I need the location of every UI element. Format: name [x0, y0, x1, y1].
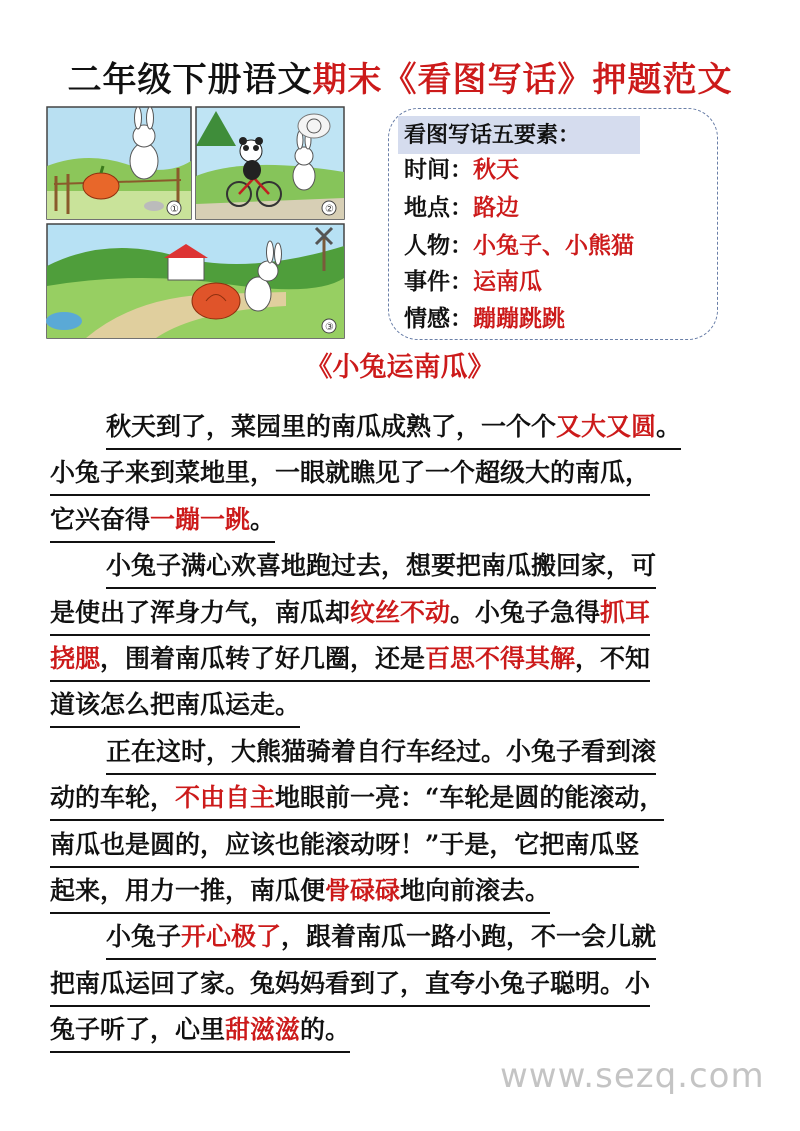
- story-line: 南瓜也是圆的，应该也能滚动呀！”于是，它把南瓜竖: [50, 822, 755, 868]
- element-row-event: [404, 264, 542, 300]
- element-row-time: [404, 152, 519, 188]
- element-row-place: [404, 190, 519, 226]
- story-line: 小兔子满心欢喜地跑过去，想要把南瓜搬回家，可: [50, 543, 755, 589]
- highlight-phrase: 百思不得其解: [425, 643, 576, 673]
- highlight-phrase: 抓耳: [600, 597, 651, 627]
- story-body: [50, 404, 755, 1053]
- highlight-phrase: 甜滋滋: [225, 1015, 301, 1045]
- element-value: 蹦蹦跳跳: [473, 305, 565, 332]
- story-line: 小兔子开心极了，跟着南瓜一路小跑，不一会儿就: [50, 914, 755, 960]
- story-line: 正在这时，大熊猫骑着自行车经过。小兔子看到滚: [50, 729, 755, 775]
- element-value: 小兔子、小熊猫: [473, 232, 634, 259]
- five-elements-heading: 看图写话五要素：: [398, 116, 640, 154]
- element-value: 秋天: [473, 156, 519, 183]
- highlight-phrase: 一蹦一跳: [150, 504, 251, 534]
- watermark: www.sezq.com: [500, 1056, 765, 1096]
- story-illustration: [46, 106, 346, 340]
- story-line: 动的车轮，不由自主地眼前一亮：“车轮是圆的能滚动，: [50, 775, 755, 821]
- highlight-phrase: 骨碌碌: [325, 875, 401, 905]
- story-line: 起来，用力一推，南瓜便骨碌碌地向前滚去。: [50, 868, 755, 914]
- story-line: 小兔子来到菜地里，一眼就瞧见了一个超级大的南瓜，: [50, 450, 755, 496]
- page-title: [0, 56, 800, 104]
- story-picture: [46, 106, 346, 340]
- highlight-phrase: 挠腮: [50, 643, 101, 673]
- panel-2: [196, 107, 344, 219]
- element-label: 人物：: [404, 232, 473, 259]
- story-title: 《小兔运南瓜》: [305, 352, 495, 383]
- highlight-phrase: 开心极了: [181, 922, 282, 952]
- element-label: 事件：: [404, 268, 473, 295]
- element-row-emotion: [404, 301, 565, 337]
- panel-3: [46, 224, 344, 338]
- story-line: 挠腮，围着南瓜转了好几圈，还是百思不得其解，不知: [50, 636, 755, 682]
- story-line: 秋天到了，菜园里的南瓜成熟了，一个个又大又圆。: [50, 404, 755, 450]
- story-line: 它兴奋得一蹦一跳。: [50, 497, 755, 543]
- element-row-characters: [404, 228, 634, 264]
- title-topic: 期末《看图写话》押题范文: [312, 60, 733, 100]
- element-value: 路边: [473, 194, 519, 221]
- highlight-phrase: 纹丝不动: [350, 597, 451, 627]
- highlight-phrase: 不由自主: [175, 783, 276, 813]
- story-line: 把南瓜运回了家。兔妈妈看到了，直夸小兔子聪明。小: [50, 961, 755, 1007]
- element-label: 地点：: [404, 194, 473, 221]
- element-label: 情感：: [404, 305, 473, 332]
- element-value: 运南瓜: [473, 268, 542, 295]
- story-line: 兔子听了，心里甜滋滋的。: [50, 1007, 755, 1053]
- story-line: 道该怎么把南瓜运走。: [50, 682, 755, 728]
- panel-number-3: ③: [325, 322, 334, 333]
- element-label: 时间：: [404, 156, 473, 183]
- panel-number-1: ①: [170, 204, 179, 215]
- highlight-phrase: 又大又圆: [556, 412, 657, 441]
- title-grade: 二年级下册语文: [67, 60, 313, 100]
- panel-number-2: ②: [325, 204, 334, 215]
- panel-1: [47, 107, 191, 219]
- story-line: 是使出了浑身力气，南瓜却纹丝不动。小兔子急得抓耳: [50, 590, 755, 636]
